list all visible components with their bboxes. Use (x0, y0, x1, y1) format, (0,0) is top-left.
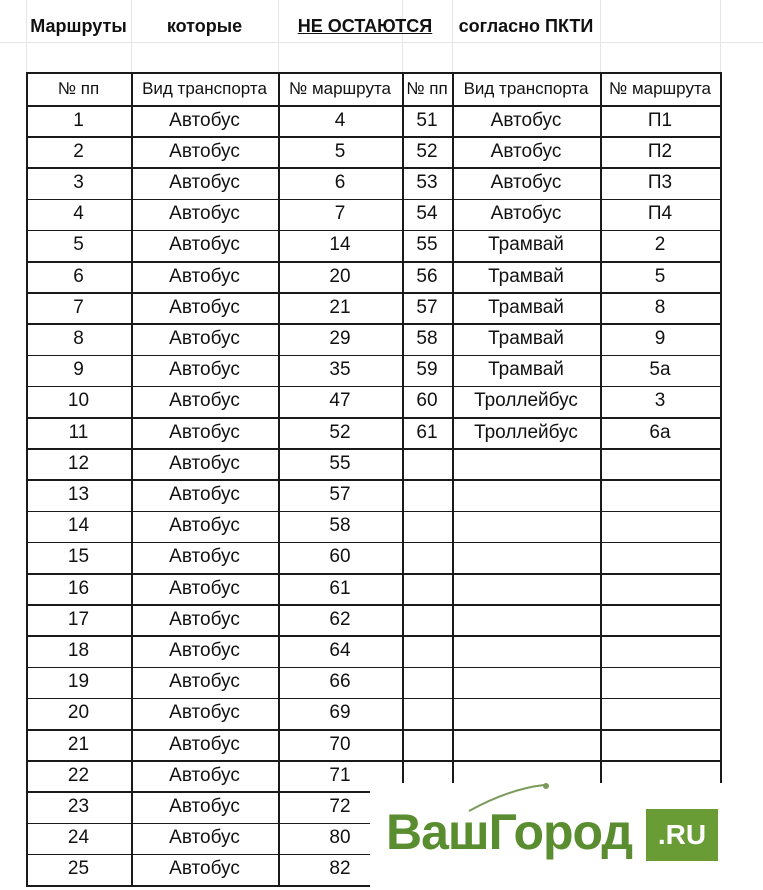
route-number: П3 (647, 171, 673, 193)
transport-type: Автобус (169, 296, 240, 318)
transport-type: Автобус (169, 390, 240, 412)
column-header-num: № пп (57, 78, 100, 98)
route-number: 80 (329, 827, 351, 849)
row-number: 12 (67, 452, 90, 474)
transport-type: Автобус (169, 327, 240, 349)
row-number: 60 (416, 390, 438, 412)
route-number: 82 (329, 858, 351, 880)
row-number: 25 (67, 858, 90, 880)
route-number: 55 (329, 452, 351, 474)
route-number: 5 (334, 140, 346, 162)
transport-type: Автобус (169, 265, 240, 287)
row-number: 23 (67, 795, 90, 817)
route-number: 14 (329, 234, 351, 256)
route-number: 72 (329, 795, 351, 817)
transport-type: Автобус (169, 639, 240, 661)
route-number: 58 (329, 515, 351, 537)
transport-type: Автобус (169, 203, 240, 225)
route-number: 9 (654, 327, 666, 349)
title-according-pkti: согласно ПКТИ (458, 15, 594, 36)
column-header-type: Вид транспорта (142, 78, 267, 98)
transport-type: Автобус (490, 140, 562, 162)
row-number: 57 (416, 296, 438, 318)
row-number: 54 (416, 203, 438, 225)
transport-type: Автобус (169, 546, 240, 568)
transport-type: Троллейбус (474, 421, 578, 443)
table-border (720, 72, 722, 791)
gridline (600, 0, 601, 72)
row-number: 7 (73, 296, 84, 318)
row-number: 19 (67, 671, 90, 693)
row-number: 5 (73, 234, 84, 256)
route-number: 64 (329, 639, 351, 661)
transport-type: Автобус (169, 359, 240, 381)
gridline (720, 0, 721, 72)
transport-type: Трамвай (488, 296, 564, 318)
transport-type: Трамвай (488, 327, 564, 349)
column-header-type2: Вид транспорта (463, 78, 589, 98)
route-number: 7 (334, 203, 346, 225)
route-number: 61 (329, 577, 351, 599)
route-number: 47 (329, 390, 351, 412)
route-number: 20 (329, 265, 351, 287)
transport-type: Трамвай (488, 359, 564, 381)
row-number: 51 (416, 109, 438, 131)
route-number: 70 (329, 733, 351, 755)
row-number: 58 (416, 327, 438, 349)
row-number: 16 (67, 577, 90, 599)
route-number: 21 (329, 296, 351, 318)
row-number: 56 (416, 265, 438, 287)
transport-type: Автобус (169, 577, 240, 599)
transport-type: Автобус (169, 733, 240, 755)
row-number: 8 (73, 327, 84, 349)
transport-type: Автобус (169, 483, 240, 505)
row-number: 61 (416, 421, 438, 443)
row-number: 1 (73, 109, 84, 131)
title-not-remaining: НЕ ОСТАЮТСЯ (297, 15, 433, 36)
route-number: 69 (329, 702, 351, 724)
row-number: 14 (67, 515, 90, 537)
row-number: 2 (73, 140, 84, 162)
row-number: 11 (68, 421, 89, 443)
route-number: 4 (334, 109, 346, 131)
transport-type: Автобус (169, 702, 240, 724)
row-number: 24 (67, 827, 90, 849)
transport-type: Автобус (169, 671, 240, 693)
transport-type: Автобус (490, 203, 562, 225)
route-number: 6 (334, 171, 346, 193)
row-number: 21 (67, 733, 90, 755)
transport-type: Автобус (169, 764, 240, 786)
transport-type: Автобус (169, 109, 240, 131)
transport-type: Автобус (169, 795, 240, 817)
row-number: 20 (67, 702, 90, 724)
route-number: 5а (649, 359, 671, 381)
route-number: 66 (329, 671, 351, 693)
row-number: 10 (67, 390, 90, 412)
watermark-text: ВашГород (386, 804, 633, 860)
table-border (26, 885, 402, 887)
watermark-logo (370, 783, 763, 890)
transport-type: Автобус (169, 858, 240, 880)
row-number: 15 (67, 546, 90, 568)
gridline (0, 42, 763, 43)
route-number: 2 (654, 234, 666, 256)
route-number: 52 (329, 421, 351, 443)
transport-type: Автобус (169, 234, 240, 256)
column-header-num2: № пп (406, 78, 448, 98)
transport-type: Троллейбус (474, 390, 578, 412)
row-number: 53 (416, 171, 438, 193)
route-number: 71 (329, 764, 351, 786)
route-number: П4 (647, 203, 673, 225)
route-number: 5 (654, 265, 666, 287)
column-header-route: № маршрута (288, 78, 391, 98)
watermark-badge: .RU (646, 809, 718, 861)
row-number: 3 (73, 171, 84, 193)
route-number: 62 (329, 608, 351, 630)
route-number: 8 (654, 296, 666, 318)
route-number: П2 (647, 140, 673, 162)
transport-type: Автобус (169, 452, 240, 474)
route-number: 3 (654, 390, 666, 412)
transport-type: Автобус (169, 515, 240, 537)
transport-type: Автобус (490, 109, 562, 131)
row-number: 13 (67, 483, 90, 505)
title-routes: Маршруты (30, 15, 127, 36)
transport-type: Автобус (490, 171, 562, 193)
route-number: 57 (329, 483, 351, 505)
row-number: 55 (416, 234, 438, 256)
title-which: которые (166, 15, 243, 36)
row-number: 17 (67, 608, 90, 630)
transport-type: Трамвай (488, 265, 564, 287)
transport-type: Автобус (169, 608, 240, 630)
route-number: 60 (329, 546, 351, 568)
transport-type: Автобус (169, 827, 240, 849)
transport-type: Автобус (169, 421, 240, 443)
row-number: 22 (67, 764, 90, 786)
row-number: 4 (73, 203, 84, 225)
transport-type: Трамвай (488, 234, 564, 256)
transport-type: Автобус (169, 140, 240, 162)
transport-type: Автобус (169, 171, 240, 193)
row-number: 52 (416, 140, 438, 162)
row-number: 59 (416, 359, 438, 381)
column-header-route2: № маршрута (608, 78, 711, 98)
route-number: 29 (329, 327, 351, 349)
route-number: 6а (649, 421, 671, 443)
row-number: 9 (73, 359, 84, 381)
route-number: 35 (329, 359, 351, 381)
row-number: 6 (73, 265, 84, 287)
row-number: 18 (67, 639, 90, 661)
route-number: П1 (647, 109, 673, 131)
